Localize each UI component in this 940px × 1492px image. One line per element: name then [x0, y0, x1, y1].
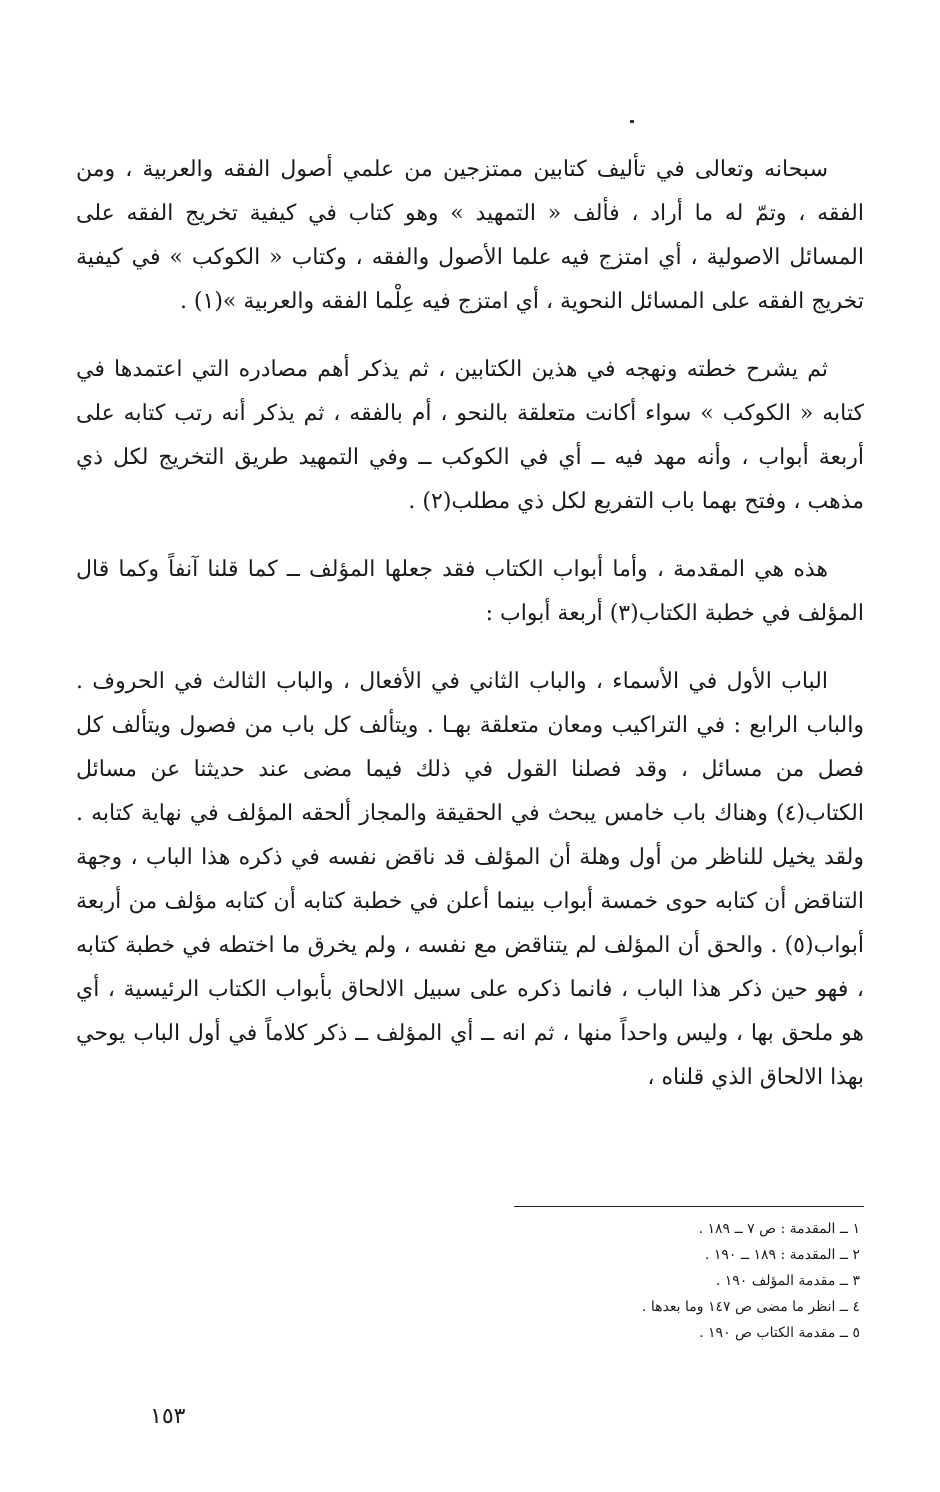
footnote-3: ٣ ــ مقدمة المؤلف ١٩٠ .: [715, 1273, 860, 1289]
page-number: ١٥٣: [150, 1404, 186, 1429]
body-text: [76, 148, 864, 1100]
footnote-1: ١ ــ المقدمة : ص ٧ ــ ١٨٩ .: [698, 1221, 860, 1237]
paragraph-4: الباب الأول في الأسماء ، والباب الثاني في الأفعال ، والباب الثالث في الحروف . والباب الرابع : في التراكيب ومعان متعلقة بهـا . ويتألف كل باب من فصول ويتألف كل فصل من مسائل ، وقد فصلنا القول في ذلك فيما مضى عند حديثنا عن مسائل الكتاب(٤) وهناك باب خامس يبحث في الحقيقة والمجاز ألحقه المؤلف في نهاية كتابه . ولقد يخيل للناظر من أول وهلة أن المؤلف قد ناقض نفسه في ذكره هذا الباب ، وجهة التناقض أن كتابه حوى خمسة أبواب بينما أعلن في خطبة كتابه أن كتابه مؤلف من أربعة أبواب(٥) . والحق أن المؤلف لم يتناقض مع نفسه ، ولم يخرق ما اختطه في خطبة كتابه ، فهو حين ذكر هذا الباب ، فانما ذكره على سبيل الالحاق بأبواب الكتاب الرئيسية ، أي هو ملحق بها ، وليس واحداً منها ، ثم انه ــ أي المؤلف ــ ذكر كلاماً في أول الباب يوحي بهذا الالحاق الذي قلناه ،: [76, 669, 864, 1090]
footnote-5: ٥ ــ مقدمة الكتاب ص ١٩٠ .: [699, 1325, 860, 1341]
paragraph-2: ثم يشرح خطته ونهجه في هذين الكتابين ، ثم يذكر أهم مصادره التي اعتمدها في كتابه « الكوكب » سواء أكانت متعلقة بالنحو ، أم بالفقه ، ثم يذكر أنه رتب كتابه على أربعة أبواب ، وأنه مهد فيه ــ أي في الكوكب ــ وفي التمهيد طريق التخريج لكل ذي مذهب ، وفتح بهما باب التفريع لكل ذي مطلب(٢) .: [76, 357, 864, 514]
paragraph-3: هذه هي المقدمة ، وأما أبواب الكتاب فقد جعلها المؤلف ــ كما قلنا آنفاً وكما قال المؤلف في خطبة الكتاب(٣) أربعة أبواب :: [76, 557, 864, 626]
footnote-2: ٢ ــ المقدمة : ١٨٩ ــ ١٩٠ .: [704, 1247, 860, 1263]
paragraph-1: سبحانه وتعالى في تأليف كتابين ممتزجين من علمي أصول الفقه والعربية ، ومن الفقه ، وتمّ له ما أراد ، فألف « التمهيد » وهو كتاب في كيفية تخريج الفقه على المسائل الاصولية ، أي امتزج فيه علما الأصول والفقه ، وكتاب « الكوكب » في كيفية تخريج الفقه على المسائل النحوية ، أي امتزج فيه عِلْما الفقه والعربية »(١) .: [76, 157, 864, 314]
footnote-divider: [514, 1206, 864, 1207]
footnote-4: ٤ ــ انظر ما مضى ص ١٤٧ وما بعدها .: [642, 1299, 860, 1315]
footnotes: [300, 1216, 860, 1346]
print-mark: [630, 120, 634, 123]
